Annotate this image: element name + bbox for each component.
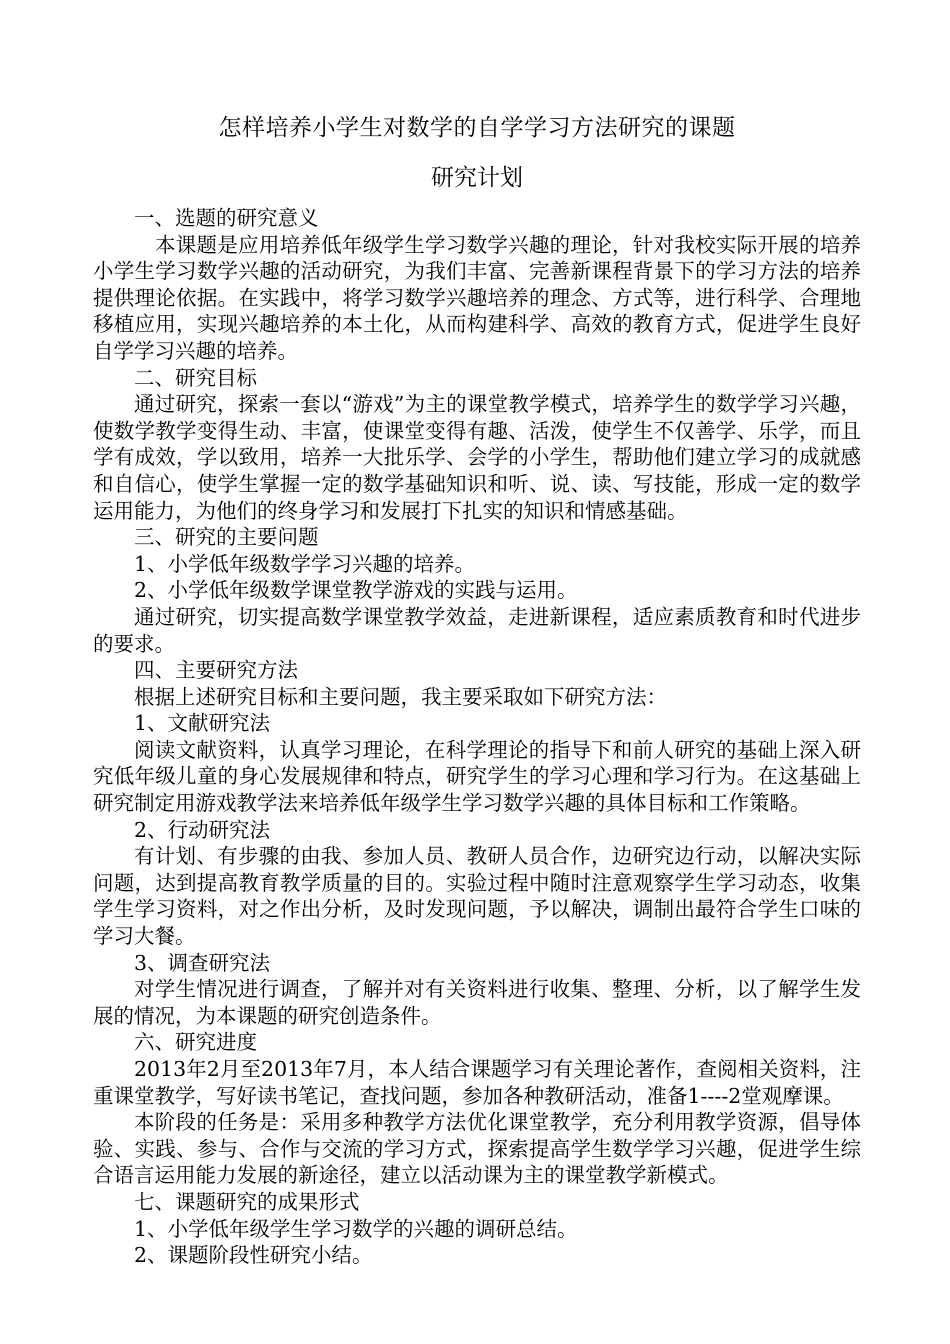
paragraph: 有计划、有步骤的由我、参加人员、教研人员合作，边研究边行动，以解决实际问题，达到提高教育教学质量的目的。实验过程中随时注意观察学生学习动态，收集学生学习资料，对之作出分析，及时发现问题，予以解决，调制出最符合学生口味的学习大餐。 [93,844,861,949]
section-heading: 三、研究的主要问题 [134,525,319,550]
paragraph: 阅读文献资料，认真学习理论，在科学理论的指导下和前人研究的基础上深入研究低年级儿童的身心发展规律和特点，研究学生的学习心理和学习行为。在这基础上研究制定用游戏教学法来培养低年级学生学习数学兴趣的具体目标和工作策略。 [93,737,861,816]
subsection-heading: 3、调查研究法 [134,950,271,975]
list-item: 2、课题阶段性研究小结。 [134,1243,373,1268]
document-title: 怎样培养小学生对数学的自学学习方法研究的课题 [218,115,736,141]
list-item: 2、小学低年级数学课堂教学游戏的实践与运用。 [134,578,578,603]
section-heading: 七、课题研究的成果形式 [134,1189,360,1214]
subsection-heading: 1、文献研究法 [134,711,271,736]
list-item: 1、小学低年级学生学习数学的兴趣的调研总结。 [134,1216,578,1241]
section-heading: 二、研究目标 [134,365,257,390]
paragraph: 本阶段的任务是：采用多种教学方法优化课堂教学，充分利用教学资源，倡导体验、实践、参与、合作与交流的学习方式，探索提高学生数学学习兴趣，促进学生综合语言运用能力发展的新途径，建立以活动课为主的课堂教学新模式。 [93,1110,861,1188]
document-body [93,205,861,1269]
paragraph: 对学生情况进行调查，了解并对有关资料进行收集、整理、分析，以了解学生发展的情况，为本课题的研究创造条件。 [93,977,861,1028]
paragraph: 通过研究，探索一套以“游戏”为主的课堂教学模式，培养学生的数学学习兴趣，使数学教学变得生动、丰富，使课堂变得有趣、活泼，使学生不仅善学、乐学，而且学有成效，学以致用，培养一大批乐学、会学的小学生，帮助他们建立学习的成就感和自信心，使学生掌握一定的数学基础知识和听、说、读、写技能，形成一定的数学运用能力，为他们的终身学习和发展打下扎实的知识和情感基础。 [93,392,861,523]
document-page [93,98,861,1269]
document-subtitle: 研究计划 [431,165,523,191]
subsection-heading: 2、行动研究法 [134,817,271,842]
paragraph: 通过研究，切实提高数学课堂教学效益，走进新课程，适应素质教育和时代进步的要求。 [93,604,861,656]
paragraph: 根据上述研究目标和主要问题，我主要采取如下研究方法： [134,684,667,709]
paragraph: 2013年2月至2013年7月，本人结合课题学习有关理论著作，查阅相关资料，注重课堂教学，写好读书笔记，查找问题，参加各种教研活动，准备1----2堂观摩课。 [93,1057,861,1108]
section-heading: 一、选题的研究意义 [134,206,319,230]
section-heading: 六、研究进度 [134,1030,257,1055]
paragraph: 本课题是应用培养低年级学生学习数学兴趣的理论，针对我校实际开展的培养小学生学习数学兴趣的活动研究，为我们丰富、完善新课程背景下的学习方法的培养提供理论依据。在实践中，将学习数学兴趣培养的理念、方式等，进行科学、合理地移植应用，实现兴趣培养的本土化，从而构建科学、高效的教育方式，促进学生良好自学学习兴趣的培养。 [93,232,861,363]
list-item: 1、小学低年级数学学习兴趣的培养。 [134,551,476,576]
section-heading: 四、主要研究方法 [134,658,298,683]
